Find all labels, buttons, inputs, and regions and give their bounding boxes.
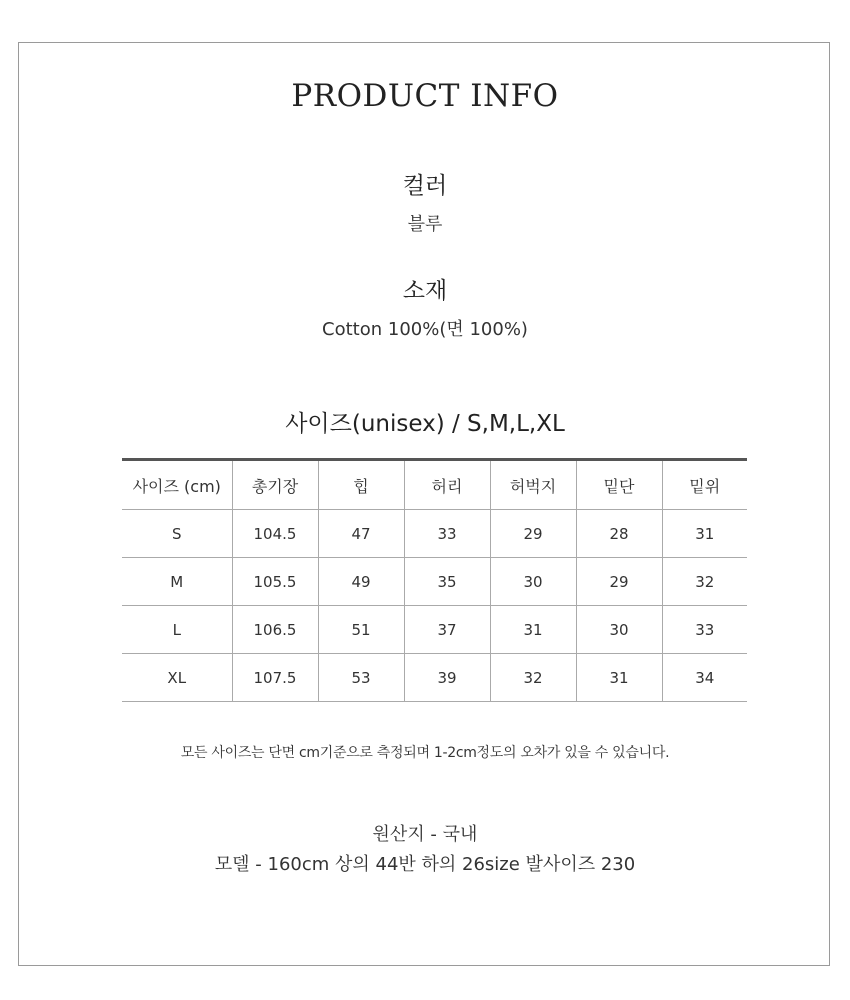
table-cell: S — [122, 510, 232, 558]
table-cell: 39 — [404, 654, 490, 702]
page-title: PRODUCT INFO — [291, 78, 559, 114]
material-label: 소재 — [402, 278, 448, 304]
table-cell: 33 — [662, 606, 747, 654]
model-info-text: 모델 - 160cm 상의 44반 하의 26size 발사이즈 230 — [214, 854, 636, 875]
table-cell: 28 — [576, 510, 662, 558]
table-cell: 53 — [318, 654, 404, 702]
header-hip: 힙 — [318, 460, 404, 510]
table-cell: 31 — [490, 606, 576, 654]
table-cell: 29 — [576, 558, 662, 606]
measurement-note: 모든 사이즈는 단면 cm기준으로 측정되며 1-2cm정도의 오차가 있을 수 있습니다. — [180, 745, 670, 761]
header-total-length: 총기장 — [232, 460, 318, 510]
table-cell: 29 — [490, 510, 576, 558]
table-cell: 104.5 — [232, 510, 318, 558]
table-cell: 32 — [490, 654, 576, 702]
table-cell: 106.5 — [232, 606, 318, 654]
table-cell: L — [122, 606, 232, 654]
material-value: Cotton 100%(면 100%) — [322, 319, 528, 340]
header-hem: 밑단 — [576, 460, 662, 510]
color-label: 컬러 — [402, 173, 448, 199]
table-cell: 31 — [576, 654, 662, 702]
table-cell: 32 — [662, 558, 747, 606]
table-row — [122, 558, 747, 606]
header-thigh: 허벅지 — [490, 460, 576, 510]
table-cell: 37 — [404, 606, 490, 654]
color-value: 블루 — [407, 214, 443, 235]
header-size: 사이즈 (cm) — [122, 460, 232, 510]
header-waist: 허리 — [404, 460, 490, 510]
size-table-header-row — [122, 460, 747, 510]
table-row — [122, 606, 747, 654]
table-row — [122, 510, 747, 558]
table-cell: 51 — [318, 606, 404, 654]
table-row — [122, 654, 747, 702]
table-cell: 34 — [662, 654, 747, 702]
header-rise: 밑위 — [662, 460, 747, 510]
table-cell: 33 — [404, 510, 490, 558]
table-cell: 30 — [490, 558, 576, 606]
table-cell: 47 — [318, 510, 404, 558]
table-cell: 107.5 — [232, 654, 318, 702]
table-cell: XL — [122, 654, 232, 702]
table-cell: 31 — [662, 510, 747, 558]
table-cell: 30 — [576, 606, 662, 654]
origin-text: 원산지 - 국내 — [372, 824, 478, 845]
size-table — [122, 458, 747, 702]
table-cell: M — [122, 558, 232, 606]
size-heading: 사이즈(unisex) / S,M,L,XL — [285, 411, 565, 437]
table-cell: 105.5 — [232, 558, 318, 606]
table-cell: 35 — [404, 558, 490, 606]
table-cell: 49 — [318, 558, 404, 606]
